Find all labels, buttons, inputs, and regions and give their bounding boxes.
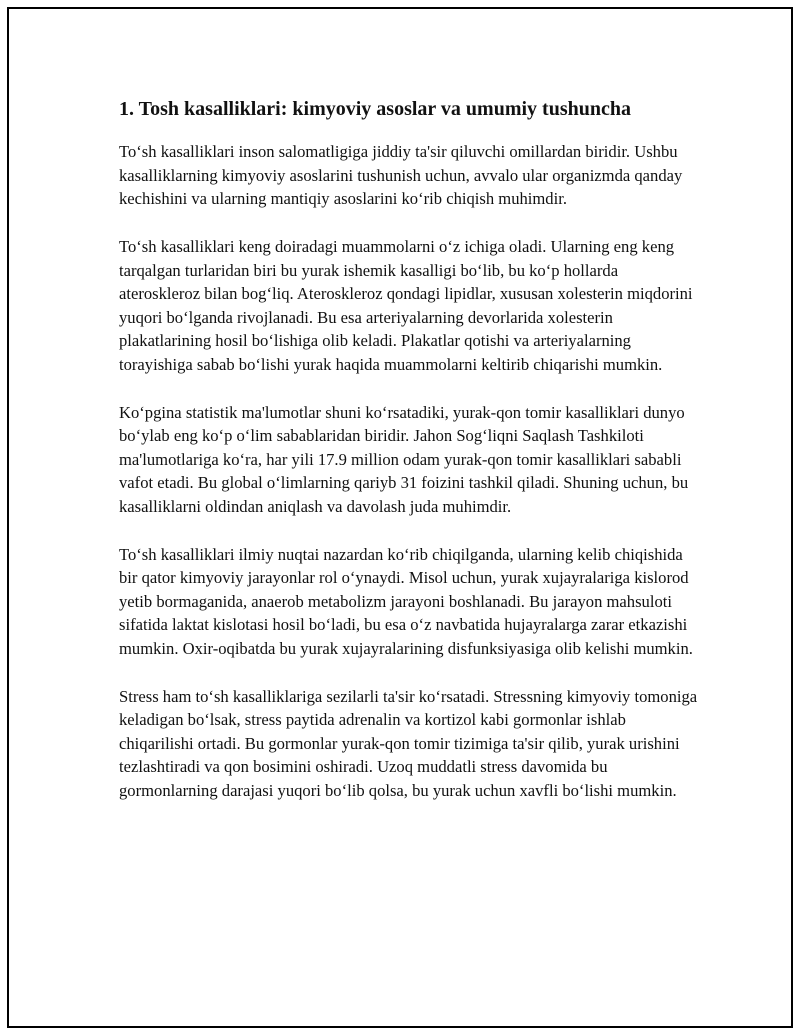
paragraph-5: Stress ham to‘sh kasalliklariga sezilarli ta'sir ko‘rsatadi. Stressning kimyoviy tomoniga keladigan bo‘lsak, stress paytida adrenalin va kortizol kabi gormonlar ishlab chiqarilishi ortadi. Bu gormonlar yurak-qon tomir tizimiga ta'sir qilib, yurak urishini tezlashtiradi va qon bosimini oshiradi. Uzoq muddatli stress davomida bu gormonlarning darajasi yuqori bo‘lib qolsa, bu yurak uchun xavfli bo‘lishi mumkin. [119,686,698,800]
paragraph-1: To‘sh kasalliklari inson salomatligiga jiddiy ta'sir qiluvchi omillardan biridir. Ushbu kasalliklarning kimyoviy asoslarini tushunish uchun, avvalo ular organizmda qanday kechishini va ularning mantiqiy asoslarini ko‘rib chiqish muhimdir. [119,142,683,208]
document-title: 1. Tosh kasalliklari: kimyoviy asoslar va umumiy tushuncha [119,98,631,120]
paragraph-3: Ko‘pgina statistik ma'lumotlar shuni ko‘rsatadiki, yurak-qon tomir kasalliklari dunyo bo‘ylab eng ko‘p o‘lim sabablaridan biridir. Jahon Sog‘liqni Saqlash Tashkiloti ma'lumotlariga ko‘ra, har yili 17.9 million odam yurak-qon tomir kasalliklari sababli vafot etadi. Bu global o‘limlarning qariyb 31 foizini tashkil qiladi. Shuning uchun, bu kasalliklarni oldindan aniqlash va davolash juda muhimdir. [119,402,689,516]
paragraph-2: To‘sh kasalliklari keng doiradagi muammolarni o‘z ichiga oladi. Ularning eng keng tarqalgan turlaridan biri bu yurak ishemik kasalligi bo‘lib, bu ko‘p hollarda ateroskleroz bilan bog‘liq. Ateroskleroz qondagi lipidlar, xususan xolesterin miqdorini yuqori bo‘lganda rivojlanadi. Bu esa arteriyalarning devorlarida xolesterin plakatlarining hosil bo‘lishiga olib keladi. Plakatlar qotishi va arteriyalarning torayishiga sabab bo‘lishi yurak haqida muammolarni keltirib chiqarishi mumkin. [119,237,693,374]
document-body [119,97,699,827]
paragraph-4: To‘sh kasalliklari ilmiy nuqtai nazardan ko‘rib chiqilganda, ularning kelib chiqishida bir qator kimyoviy jarayonlar rol o‘ynaydi. Misol uchun, yurak xujayralariga kislorod yetib bormaganida, anaerob metabolizm jarayoni boshlanadi. Bu jarayon mahsuloti sifatida laktat kislotasi hosil bo‘ladi, bu esa o‘z navbatida hujayralarga zarar etkazishi mumkin. Oxir-oqibatda bu yurak xujayralarining disfunksiyasiga olib kelishi mumkin. [119,544,693,658]
document-page [7,7,793,1028]
